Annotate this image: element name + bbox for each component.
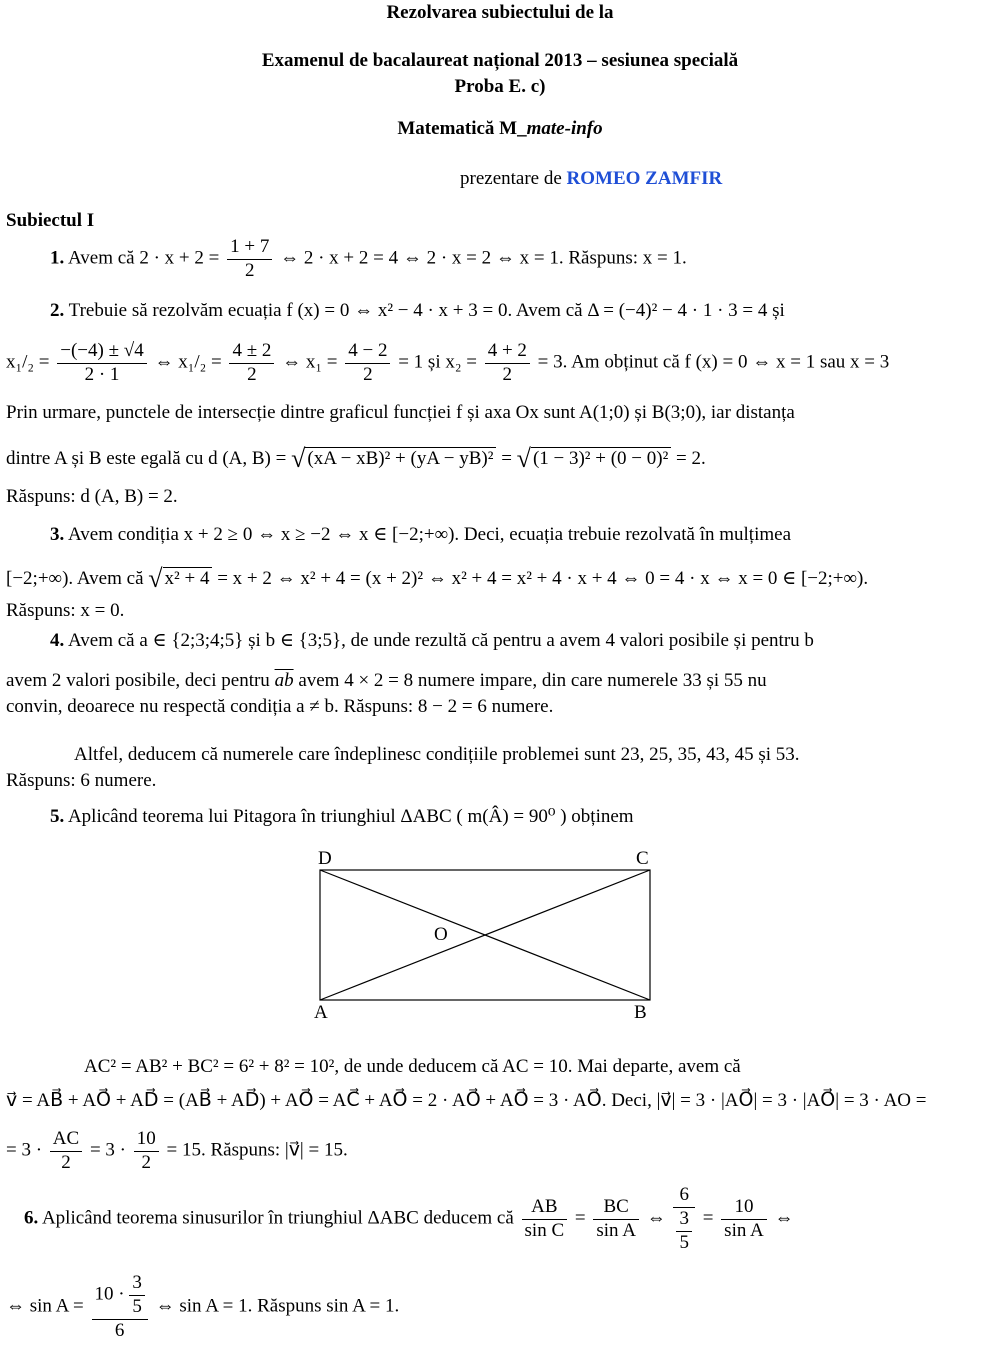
problem-2-line-3: Prin urmare, punctele de intersecție dintre graficul funcției f și axa Ox sunt A(1;0) și B(3;0), iar distanța	[6, 402, 795, 423]
problem-1: 1. Avem că 2 · x + 2 = $\frac{1 + 7}{2}$ ⇔ 2 · x + 2 = 4 ⇔ 2 · x = 2 ⇔ x = 1. Răspuns: x = 1.	[50, 236, 687, 281]
presenter-name: ROMEO ZAMFIR	[566, 168, 723, 189]
problem-5-line-3: v⃗ = AB⃗ + AO⃗ + AD⃗ = (AB⃗ + AD⃗) + AO⃗ = AC⃗ + AO⃗ = 2 · AO⃗ + AO⃗ = 3 · AO⃗. Deci, |v⃗| = 3 · |AO⃗| = 3 · |AO⃗| = 3 · AO =	[6, 1090, 927, 1111]
label-c: C	[636, 848, 649, 869]
doc-title-1: Rezolvarea subiectului de la	[386, 2, 614, 23]
problem-2-answer: Răspuns: d (A, B) = 2.	[6, 486, 178, 507]
problem-4-line-3: convin, deoarece nu respectă condiția a ≠ b. Răspuns: 8 − 2 = 6 numere.	[6, 696, 554, 717]
problem-4-alt-2: Răspuns: 6 numere.	[6, 770, 157, 791]
problem-3-answer: Răspuns: x = 0.	[6, 600, 125, 621]
problem-4-line-2: avem 2 valori posibile, deci pentru $\overline{ab}$ avem 4 × 2 = 8 numere impare, din care numerele 33 și 55 nu	[6, 670, 767, 691]
problem-4-alt-1: Altfel, deducem că numerele care îndeplinesc condițiile problemei sunt 23, 25, 35, 43, 45 și 53.	[74, 744, 800, 765]
doc-title-3: Proba E. c)	[454, 76, 546, 97]
problem-3-line-2: [−2;+∞). Avem că √ x² + 4 = x + 2 ⇔ x² + 4 = (x + 2)² ⇔ x² + 4 = x² + 4 · x + 4 ⇔ 0 = 4 · x ⇔ x = 0 ∈ [−2;+∞).	[6, 564, 869, 593]
presenter: prezentare de ROMEO ZAMFIR	[460, 168, 723, 189]
doc-title-2: Examenul de bacalaureat național 2013 – sesiunea specială	[261, 50, 739, 71]
problem-4-line-1: 4. Avem că a ∈ {2;3;4;5} și b ∈ {3;5}, de unde rezultă că pentru a avem 4 valori posibile și pentru b	[50, 630, 814, 651]
problem-5-line-2: AC² = AB² + BC² = 6² + 8² = 10², de unde deducem că AC = 10. Mai departe, avem că	[84, 1056, 741, 1077]
problem-6-line-1: 6. Aplicând teorema sinusurilor în triunghiul ΔABC deducem că $\frac{AB}{\text{sin C}}$ = $\frac{BC}{\text{sin A}}$ ⇔ $\frac{6}{\frac{3}{5}}$ = $\frac{10}{\text{sin A}}$ ⇔	[24, 1184, 794, 1253]
label-a: A	[314, 1002, 328, 1023]
problem-3-line-1: 3. Avem condiția x + 2 ≥ 0 ⇔ x ≥ −2 ⇔ x ∈ [−2;+∞). Deci, ecuația trebuie rezolvată în mulțimea	[50, 524, 791, 545]
label-o: O	[434, 924, 448, 945]
label-b: B	[634, 1002, 647, 1023]
label-d: D	[318, 848, 332, 869]
problem-6-line-2: ⇔ sin A = 10 · $\frac{3}{5}$ 6 ⇔ sin A = 1. Răspuns sin A = 1.	[6, 1272, 400, 1341]
rectangle-figure	[300, 840, 700, 1030]
problem-5-line-1: 5. Aplicând teorema lui Pitagora în triunghiul ΔABC ( m(Â) = 90⁰ ) obținem	[50, 806, 634, 827]
section-title: Subiectul I	[6, 210, 95, 231]
problem-2-line-2: x₁/₂ = $\frac{-(-4) \pm √4}{2 \cdot 1}$ ⇔ x₁/₂ = $\frac{4 \pm 2}{2}$ ⇔ x₁ = $\frac{4 - 2}{2}$ = 1 și x₂ = $\frac{4 + 2}{2}$ = 3. Am obținut că f (x) = 0 ⇔ x = 1 sau x = 3	[6, 340, 890, 385]
doc-title-4: Matematică M_mate-info	[397, 118, 603, 139]
problem-2-line-1: 2. Trebuie să rezolvăm ecuația f (x) = 0 ⇔ x² − 4 · x + 3 = 0. Avem că Δ = (−4)² − 4 · 1 · 3 = 4 și	[50, 300, 785, 321]
problem-2-line-4: dintre A și B este egală cu d (A, B) = √ (xA − xB)² + (yA − yB)² = √ (1 − 3)² + (0 − 0)² = 2.	[6, 444, 706, 473]
problem-5-line-4: = 3 · $\frac{AC}{2}$ = 3 · $\frac{10}{2}$ = 15. Răspuns: |v⃗| = 15.	[6, 1128, 348, 1173]
